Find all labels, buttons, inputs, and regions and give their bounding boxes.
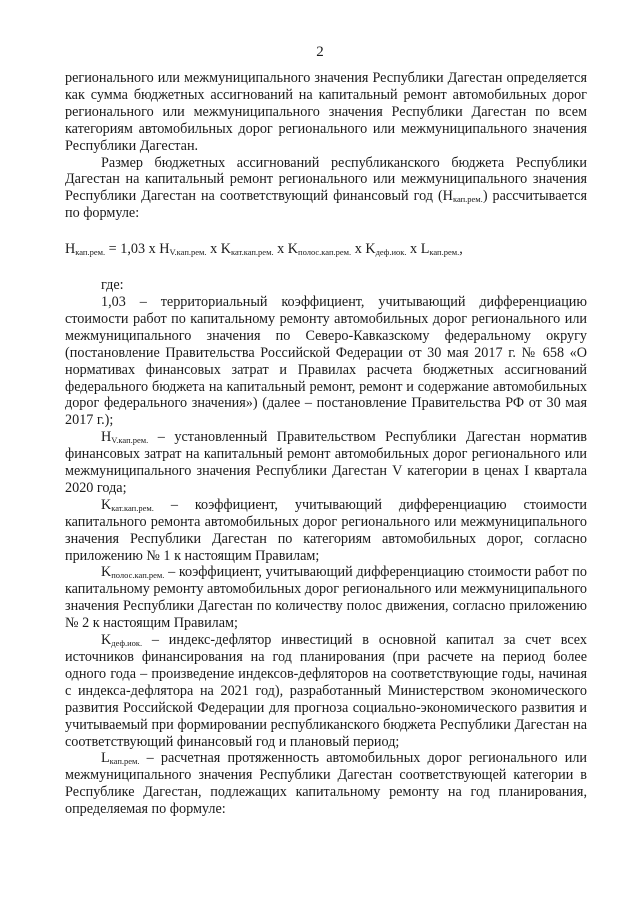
document-body [65,70,587,818]
definition-coefficient-103: 1,03 – территориальный коэффициент, учитывающий дифференциацию стоимости работ по капитальному ремонту автомобильных дорог регионального или межмуниципального значения по Северо-Кавказскому федеральному округу (постановление Правительства Российской Федерации от 30 мая 2017 г. № 658 «О нормативах финансовых затрат и Правилах расчета бюджетных ассигнований федерального бюджета на капитальный ремонт, ремонт и содержание автомобильных дорог федерального значения») (далее – постановление Правительства РФ от 30 мая 2017 г.); [65,293,587,429]
definition-l-length: $L_{кап.рем.}$ – расчетная протяженность автомобильных дорог регионального или межмуниципального значения Республики Дагестан соответствующей категории в Республике Дагестан, подлежащих капитальному ремонту на год планирования, определяемая по формуле: [65,750,587,818]
definition-k-category: $K_{кат.кап.рем.}$ – коэффициент, учитывающий дифференциацию стоимости капитального ремонта автомобильных дорог регионального или межмуниципального значения Республики Дагестан по категориям автомобильных дорог, согласно приложению № 1 к настоящим Правилам; [65,496,587,564]
definition-hv: $H_{V.кап.рем.}$ – установленный Правительством Республики Дагестан норматив финансовых затрат на капитальный ремонт автомобильных дорог регионального или межмуниципального значения Республики Дагестан V категории в ценах I квартала 2020 года; [65,429,587,496]
definition-k-lanes: $K_{полос.кап.рем.}$ – коэффициент, учитывающий дифференциацию стоимости работ по капитальному ремонту автомобильных дорог регионального или межмуниципального значения Республики Дагестан по количеству полос движения, согласно приложению № 2 к настоящим Правилам; [65,564,587,632]
intro-paragraph: регионального или межмуниципального значения Республики Дагестан определяется как сумма бюджетных ассигнований на капитальный ремонт автомобильных дорог регионального или межмуниципального значения Республики Дагестан по всем категориям автомобильных дорог регионального или межмуниципального значения Республики Дагестан. [65,70,587,154]
where-label: где: [101,277,124,294]
budget-size-paragraph: Размер бюджетных ассигнований республиканского бюджета Республики Дагестан на капитальный ремонт регионального или межмуниципального значения Республики Дагестан на соответствующий финансовый год $(H_{кап.рем.})$ рассчитывается по формуле: [65,154,587,222]
definition-k-deflator: $K_{деф.иок.}$ – индекс-дефлятор инвестиций в основной капитал за счет всех источников финансирования на год планирования (при расчете на период более одного года – произведение индексов-дефляторов на соответствующие годы, начиная с индекса-дефлятора на 2021 год), разработанный Министерством экономического развития Российской Федерации для прогноза социально-экономического развития и учитываемый при формировании республиканского бюджета Республики Дагестан на соответствующий финансовый год и плановый период; [65,632,587,750]
page-number: 2 [316,44,324,60]
formula: $H_{кап.рем.} = 1,03$ x $H_{V.кап.рем.}$ x $K_{кат.кап.рем.}$ x $K_{полос.кап.рем.}$ x $K_{деф.иок.}$ x $L_{кап.рем.}$, [65,241,463,258]
